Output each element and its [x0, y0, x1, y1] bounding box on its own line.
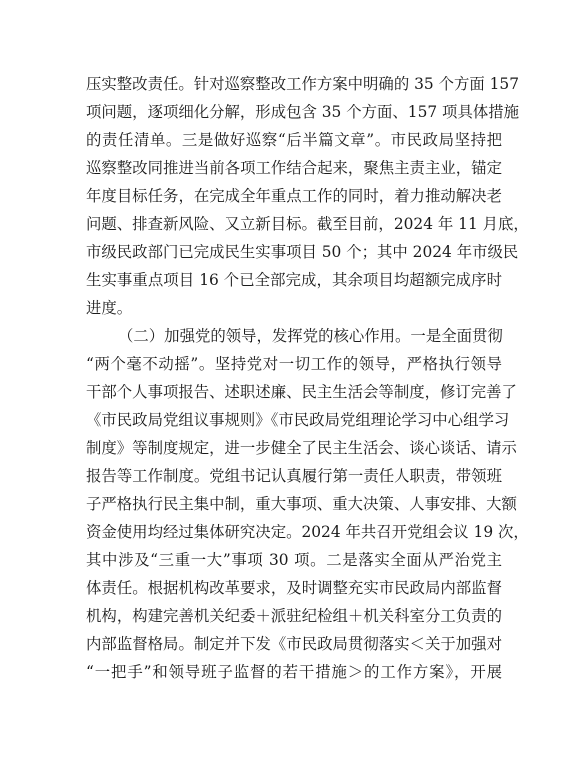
- body-text-line: 巡察整改同推进当前各项工作结合起来，聚焦主责主业，锚定: [86, 159, 502, 177]
- body-text-line: 压实整改责任。针对巡察整改工作方案中明确的 35 个方面 157: [86, 75, 520, 93]
- body-text-line: 的责任清单。三是做好巡察“后半篇文章”。市民政局坚持把: [86, 131, 502, 149]
- body-text-line: 市级民政部门已完成民生实事项目 50 个；其中 2024 年市级民: [86, 243, 519, 261]
- body-text-line: “一把手”和领导班子监督的若干措施＞的工作方案》，开展: [86, 663, 502, 681]
- body-text-line: 机构，构建完善机关纪委＋派驻纪检组＋机关科室分工负责的: [86, 607, 502, 625]
- body-text-line: 生实事重点项目 16 个已全部完成，其余项目均超额完成序时: [86, 271, 502, 289]
- body-text-line: 干部个人事项报告、述职述廉、民主生活会等制度，修订完善了: [86, 383, 517, 401]
- body-text-line: 资金使用均经过集体研究决定。2024 年共召开党组会议 19 次，: [86, 523, 529, 541]
- body-text-line: 进度。: [86, 299, 133, 317]
- body-text-line: 年度目标任务，在完成全年重点工作的同时，着力推动解决老: [86, 187, 502, 205]
- body-text-line: 问题、排查新风险、又立新目标。截至目前，2024 年 11 月底，: [86, 215, 529, 233]
- body-text-line: 其中涉及“三重一大”事项 30 项。二是落实全面从严治党主: [86, 551, 502, 569]
- body-text-line: 《市民政局党组议事规则》《市民政局党组理论学习中心组学习: [86, 411, 510, 429]
- body-text-line: 制度》等制度规定，进一步健全了民主生活会、谈心谈话、请示: [86, 439, 517, 457]
- body-text-line: 内部监督格局。制定并下发《市民政局贯彻落实＜关于加强对: [86, 635, 502, 653]
- body-text-line: 子严格执行民主集中制，重大事项、重大决策、人事安排、大额: [86, 495, 517, 513]
- body-text-line: 体责任。根据机构改革要求，及时调整充实市民政局内部监督: [86, 579, 502, 597]
- body-text-line: 报告等工作制度。党组书记认真履行第一责任人职责，带领班: [86, 467, 502, 485]
- body-text-line: “两个毫不动摇”。坚持党对一切工作的领导，严格执行领导: [86, 355, 502, 373]
- body-text-line: 项问题，逐项细化分解，形成包含 35 个方面、157 项具体措施: [86, 103, 520, 121]
- section-heading-line: （二）加强党的领导，发挥党的核心作用。一是全面贯彻: [118, 327, 503, 345]
